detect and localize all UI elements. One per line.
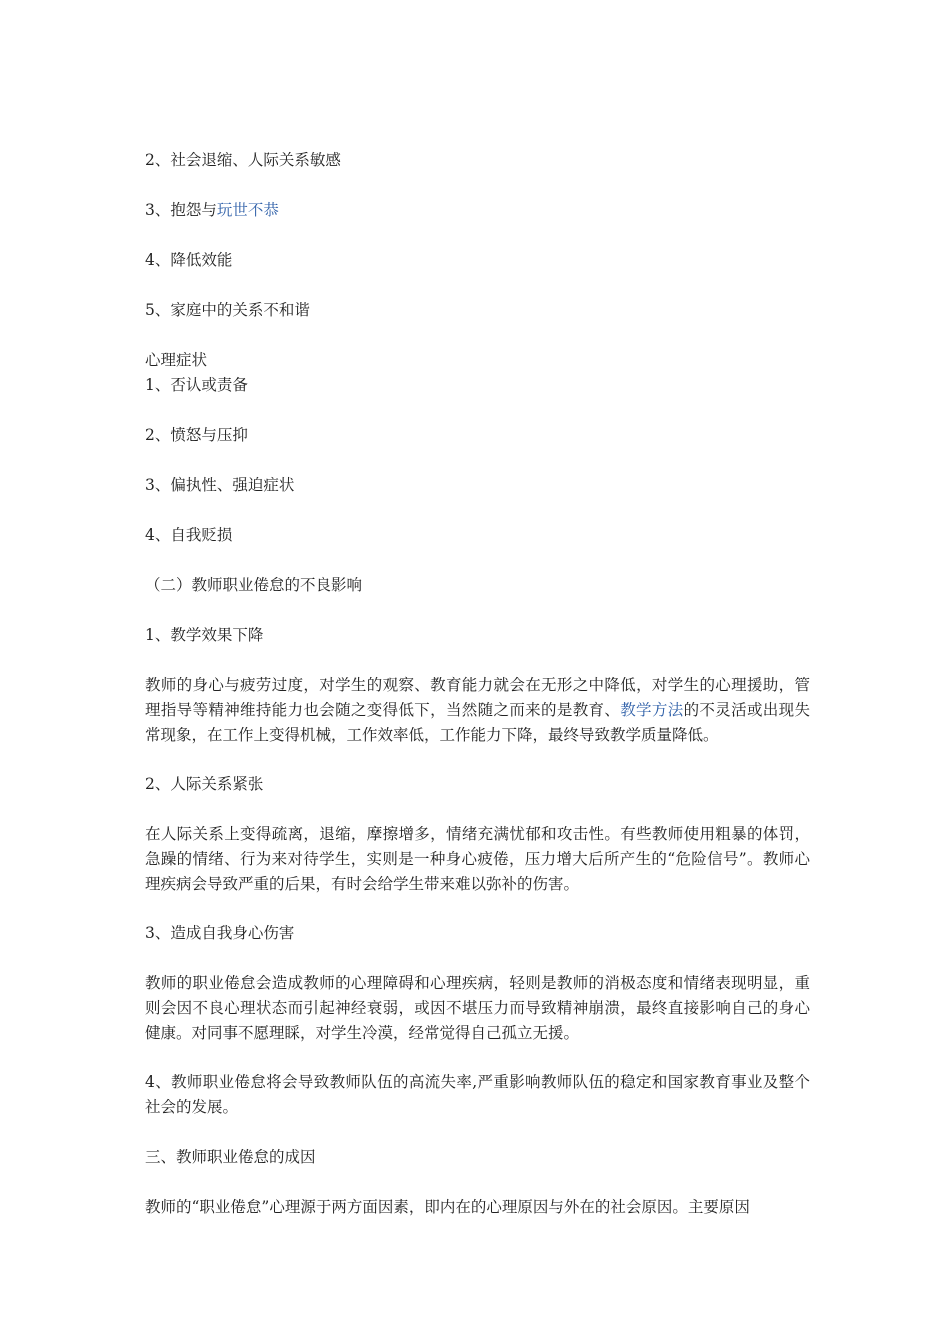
psych-symptom-item: 1、否认或责备 [145, 376, 248, 394]
section-heading: 三、教师职业倦怠的成因 [145, 1148, 316, 1166]
symptom-item-text: 3、抱怨与 [145, 201, 217, 219]
symptom-item: 5、家庭中的关系不和谐 [145, 301, 310, 319]
effect-paragraph: 4、教师职业倦怠将会导致教师队伍的高流失率,严重影响教师队伍的稳定和国家教育事业及整个社会的发展。 [145, 1073, 810, 1116]
effect-paragraph: 在人际关系上变得疏离，退缩，摩擦增多，情绪充满忧郁和攻击性。有些教师使用粗暴的体罚，急躁的情绪、行为来对待学生，实则是一种身心疲倦，压力增大后所产生的“危险信号”。教师心理疾病会导致严重的后果，有时会给学生带来难以弥补的伤害。 [145, 825, 810, 893]
causes-paragraph: 教师的“职业倦怠”心理源于两方面因素，即内在的心理原因与外在的社会原因。主要原因 [145, 1198, 750, 1216]
psych-symptoms-heading: 心理症状 [145, 351, 208, 369]
symptom-item [145, 198, 279, 222]
effect-paragraph [145, 673, 810, 748]
psych-symptom-item: 3、偏执性、强迫症状 [145, 476, 295, 494]
link-wanshi-bugong[interactable]: 玩世不恭 [216, 201, 279, 219]
effect-paragraph: 教师的职业倦怠会造成教师的心理障碍和心理疾病，轻则是教师的消极态度和情绪表现明显，重则会因不良心理状态而引起神经衰弱，或因不堪压力而导致精神崩溃，最终直接影响自己的身心健康。对同事不愿理睬，对学生冷漠，经常觉得自己孤立无援。 [145, 974, 810, 1042]
symptom-item: 4、降低效能 [145, 251, 233, 269]
section-heading: （二）教师职业倦怠的不良影响 [145, 576, 363, 594]
effect-heading: 1、教学效果下降 [145, 626, 264, 644]
paragraph-text: 教师的身心与疲劳过度，对学生的观察、教育能力就会在无形之中降低，对学生的心理援助，管理指导等精神维持能力也会随之变得低下，当然随之而来的是教育、 [145, 676, 810, 719]
paragraph-text: 的不灵活或出现失常现象，在工作上变得机械，工作效率低，工作能力下降，最终导致教学质量降低。 [145, 701, 810, 744]
effect-heading: 2、人际关系紧张 [145, 775, 264, 793]
effect-heading: 3、造成自我身心伤害 [145, 924, 295, 942]
symptom-item: 2、社会退缩、人际关系敏感 [145, 151, 341, 169]
psych-symptom-item: 2、愤怒与压抑 [145, 426, 248, 444]
psych-symptom-item: 4、自我贬损 [145, 526, 233, 544]
link-teaching-method[interactable]: 教学方法 [620, 701, 684, 719]
